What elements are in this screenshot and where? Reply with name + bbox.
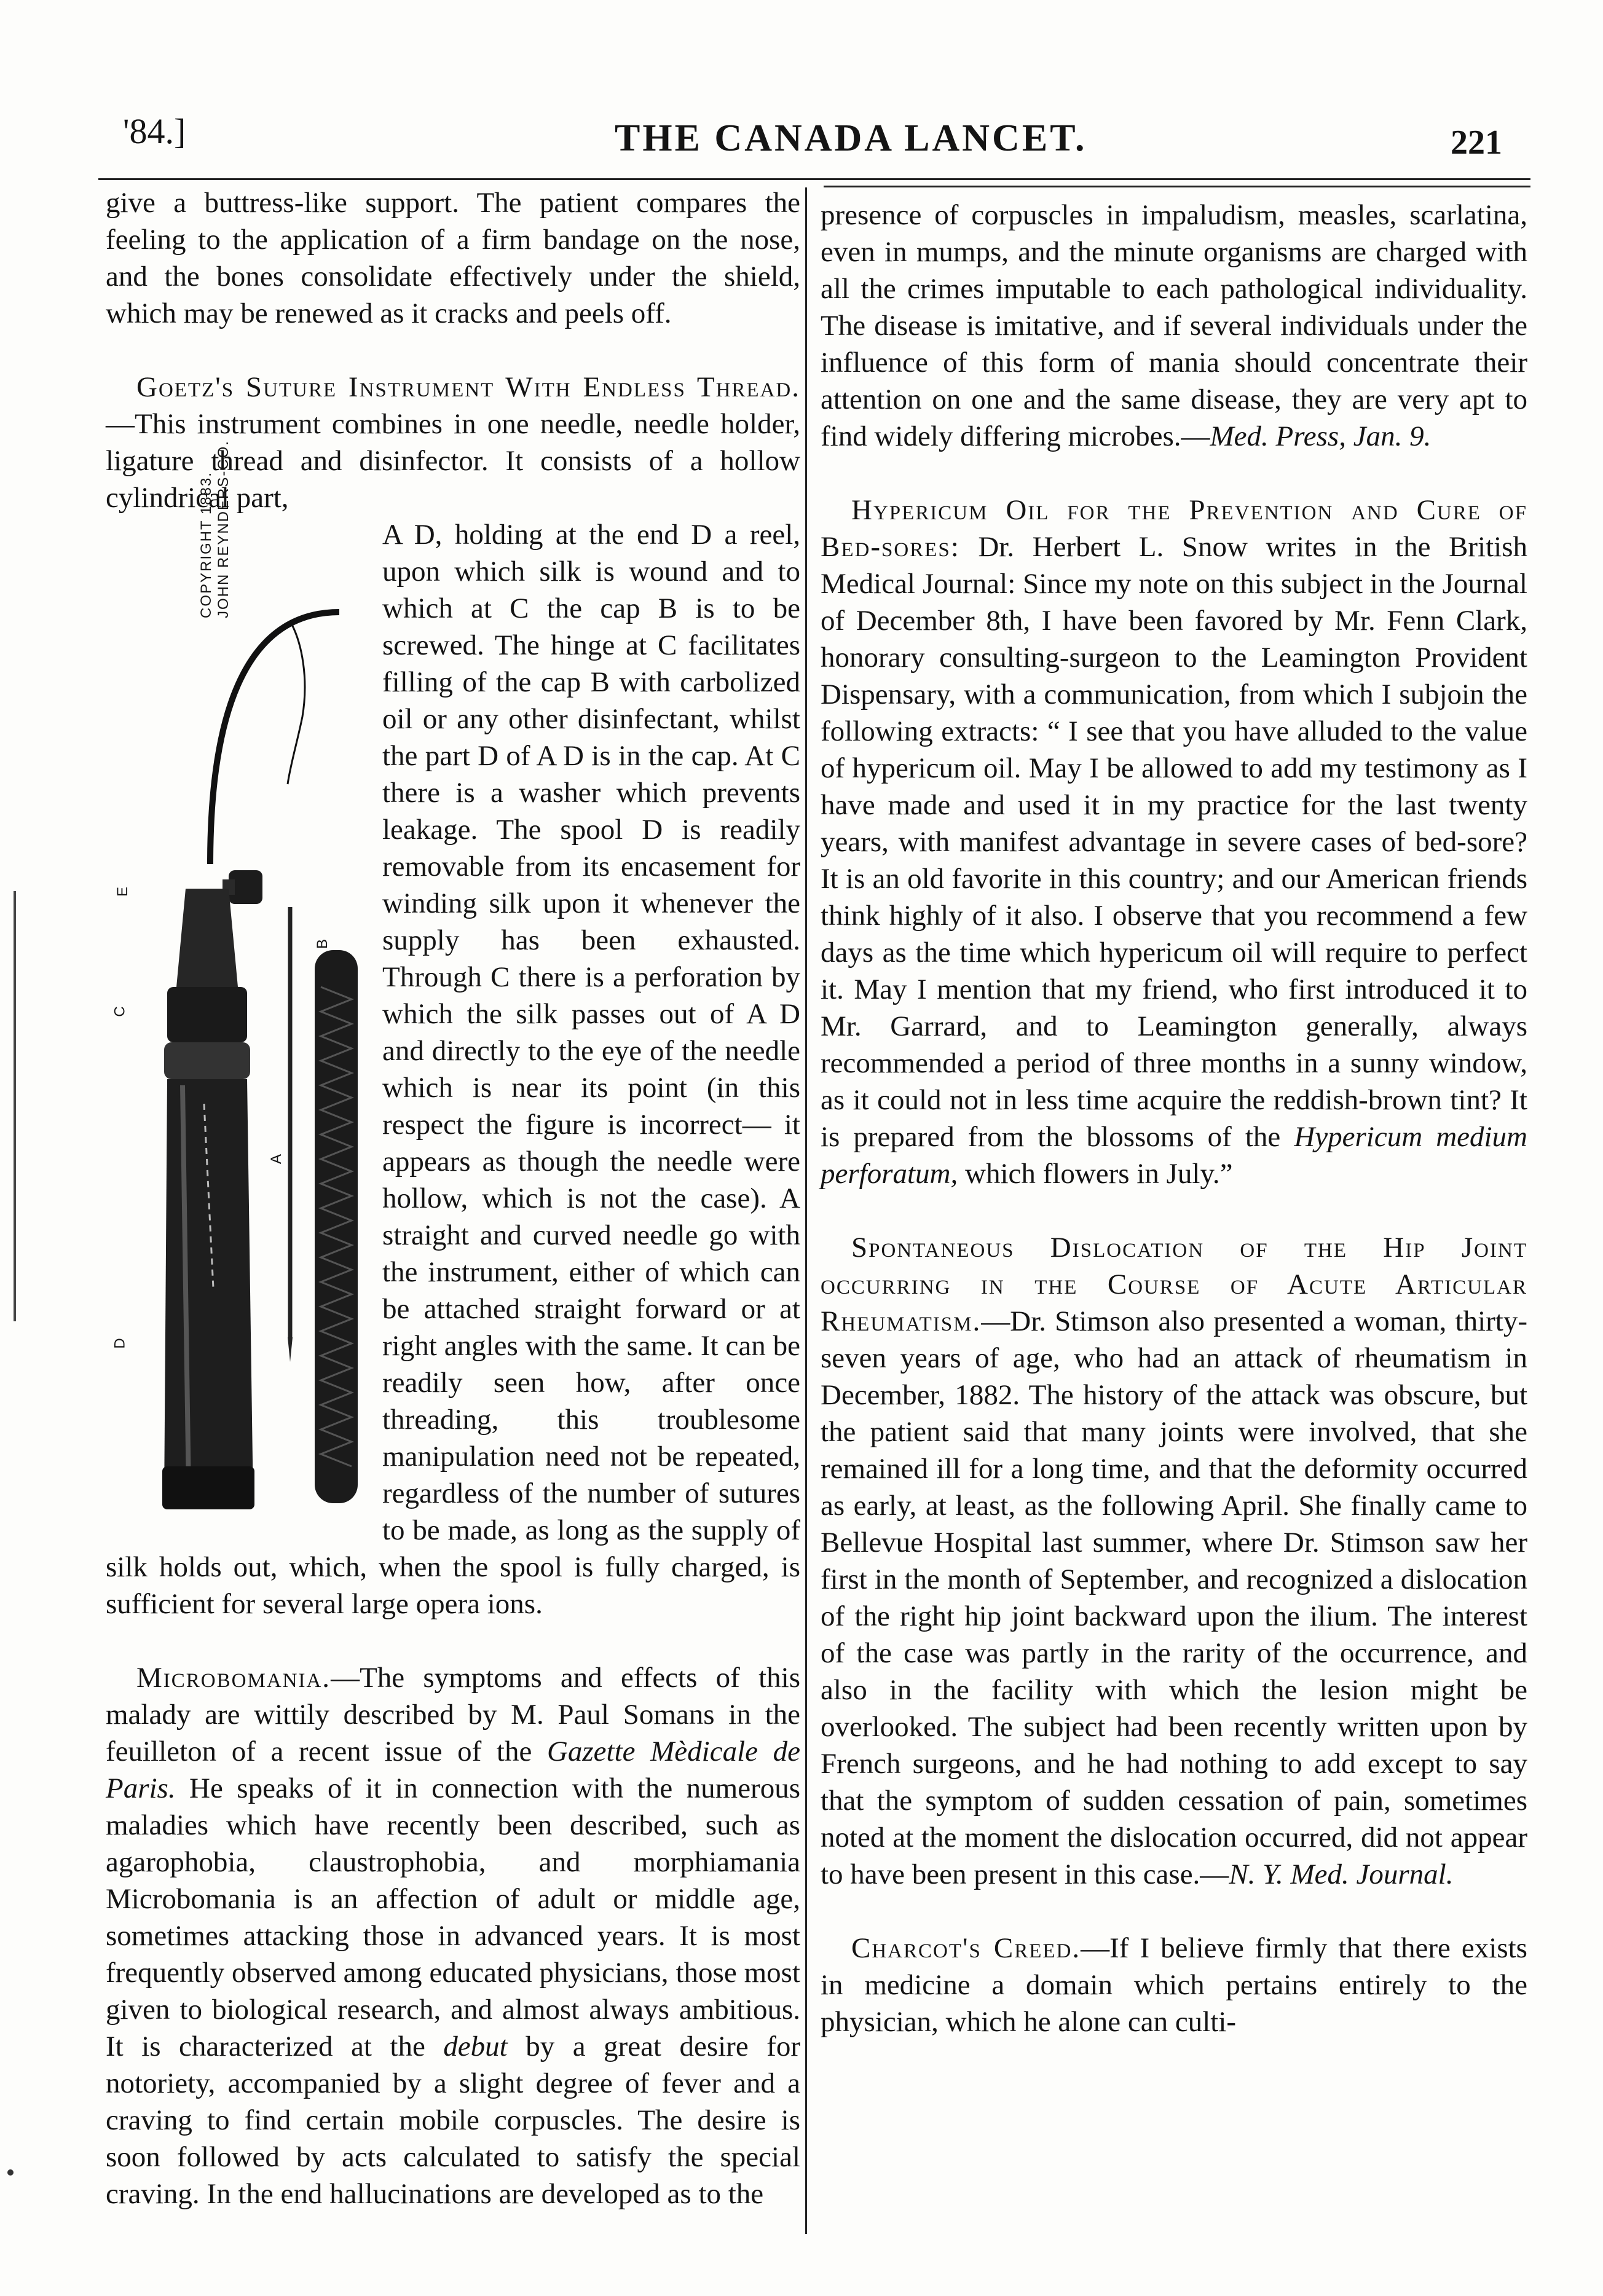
article-microbomania — [106, 1659, 800, 2212]
suture-instrument-figure — [106, 439, 364, 1528]
micro-source: Gazette Mèdicale de Paris. — [106, 1736, 801, 1804]
heading-charcot: Charcot's Creed. — [851, 1932, 1081, 1964]
figure-label-c: C — [111, 1006, 128, 1017]
right-column — [821, 197, 1527, 2040]
header-rule — [98, 178, 1530, 180]
spont-text: —Dr. Stimson also presented a woman, thirty-seven years of age, who had an attack of rheumatism in December, 1882. The history of the attack was obscure, but the patient said that many joints were involved, that she remained ill for a long time, and that the deformity occurred as early, at least, as the following April. She finally came to Bellevue Hospital last summer, where Dr. Stimson saw her first in the month of September, and recognized a dislocation of the right hip joint backward upon the ilium. The interest of the case was partly in the rarity of the occurrence, and also in the facility with which the lesion might be overlooked. The subject had been recently written upon by French surgeons, and he had nothing to add except to say that the symptom of sudden cessation of pain, sometimes noted at the moment the dislocation occurred, did not appear to have been present in this case.— — [821, 1305, 1527, 1890]
goetz-body-text: A D, holding at the end D a reel, upon which silk is wound and to which at C the cap B is to be screwed. The hinge at C facilitates filling of the cap B with carbolized oil or any other disinfectant, whilst the part D of A D is in the cap. At C there is a washer which prevents leakage. The spool D is readily removable from its encasement for winding silk upon it whenever the supply has been exhausted. Through C there is a perforation by which the silk passes out of A D and directly to the eye of the needle which is near its point (in this respect the figure is incorrect— it appears as though the needle were hollow, which is not the case). A straight and curved needle go with the instrument, either of which can be attached straight forward or at right angles with the same. It can be readily seen how, after once threading, this troublesome manipulation need not be repeated, regardless of the number of sutures to be made, as long as the supply of silk holds out, which, when the spool is fully charged, is sufficient for several large opera ions. — [106, 519, 800, 1620]
micro-text-1: —The symptoms and effects of this malady are wittily described by M. Paul Somans in the feuilleton of a recent issue of the — [106, 1662, 800, 1767]
page-header — [0, 0, 1603, 184]
margin-mark — [7, 2169, 14, 2176]
copyright-line-2: JOHN REYNDERS-CO. — [215, 439, 232, 618]
goetz-body-intro: —This instrument combines in one needle, needle holder, ligature thread and disinfector. It consists of a hollow cylindrical part, — [106, 408, 800, 514]
hyper-plant: Hypericum medium perforatum, — [821, 1121, 1527, 1190]
heading-goetz: Goetz's Suture Instrument With Endless Thread. — [136, 371, 800, 403]
hyper-text-2: which flowers in July.” — [958, 1158, 1233, 1190]
figure-copyright — [198, 439, 232, 618]
column-divider — [805, 187, 807, 2234]
paragraph-continued: give a buttress-like support. The patient compares the feeling to the application of a firm bandage on the nose, and the bones consolidate effectively under the shield, which may be renewed as it cracks and peels off. — [106, 187, 800, 329]
charcot-text: —If I believe firmly that there exists in medicine a domain which pertains entirely to the physician, which he alone can culti- — [821, 1932, 1527, 2038]
article-spontaneous-dislocation — [821, 1229, 1527, 1893]
figure-label-b: B — [314, 938, 331, 949]
figure-label-d: D — [111, 1338, 128, 1349]
article-hypericum — [821, 492, 1527, 1192]
micro-text-2: He speaks of it in connection with the numerous maladies which have recently been described, such as agarophobia, claustrophobia, and morphiamania Microbomania is an affection of adult or middle age, sometimes attacking those in advanced years. It is most frequently observed among educated physicians, those most given to biological research, and almost always ambitious. It is characterized at the — [106, 1772, 800, 2062]
micro-debut: debut — [443, 2031, 508, 2062]
micro-cont-source: Med. Press, Jan. 9. — [1210, 420, 1432, 452]
figure-label-e: E — [114, 886, 132, 897]
micro-text-3: by a great desire for notoriety, accompanied by a slight degree of fever and a craving to find certain mobile corpuscles. The desire is soon followed by acts calculated to satisfy the special craving. In the end hallucinations are developed as to the — [106, 2031, 800, 2210]
heading-spontaneous: Spontaneous Dislocation of the Hip Joint occurring in the Course of Acute Articular Rheumatism. — [821, 1232, 1527, 1337]
heading-microbomania: Microbomania. — [136, 1662, 331, 1694]
figure-label-a: A — [268, 1154, 285, 1165]
instrument-illustration — [106, 520, 364, 1528]
header-rule-secondary — [824, 186, 1530, 187]
hyper-text-1: Dr. Herbert L. Snow writes in the British Medical Journal: Since my note on this subject in the Journal of December 8th, I have been favored by Mr. Fenn Clark, honorary consulting-surgeon to the Leamington Provident Dispensary, with a communication, from which I subjoin the following extracts: “ I see that you have alluded to the value of hypericum oil. May I be allowed to add my testimony as I have made and used it in my practice for the last twenty years, with manifest advantage in severe cases of bed-sore? It is an old favorite in this country; and our American friends think highly of it also. I observe that you recommend a few days as the time which hypericum oil will require to perfect it. May I mention that my friend, who first introduced it to Mr. Garrard, and to Leamington generally, always recommended a period of three months in a sunny window, as it could not in less time acquire the reddish-brown tint? It is prepared from the blossoms of the — [821, 531, 1527, 1153]
heading-hypericum: Hypericum Oil for the Prevention and Cure of Bed-sores: — [821, 494, 1527, 563]
header-year: '84.] — [123, 111, 186, 151]
article-charcot — [821, 1930, 1527, 2040]
left-column — [106, 184, 800, 2212]
margin-scan-line — [14, 891, 16, 1321]
page-number: 221 — [1451, 124, 1502, 162]
copyright-line-1: COPYRIGHT 1883. — [198, 471, 215, 618]
micro-cont-text: presence of corpuscles in impaludism, measles, scarlatina, even in mumps, and the minute organisms are charged with all the crimes imputable to each pathological individuality. The disease is imitative, and if several individuals under the influence of this form of mania should concentrate their attention on one and the same disease, they are very apt to find widely differing microbes.— — [821, 199, 1527, 452]
journal-title: THE CANADA LANCET. — [615, 117, 1087, 159]
spont-source: N. Y. Med. Journal. — [1229, 1858, 1454, 1890]
microbomania-continued — [821, 197, 1527, 455]
